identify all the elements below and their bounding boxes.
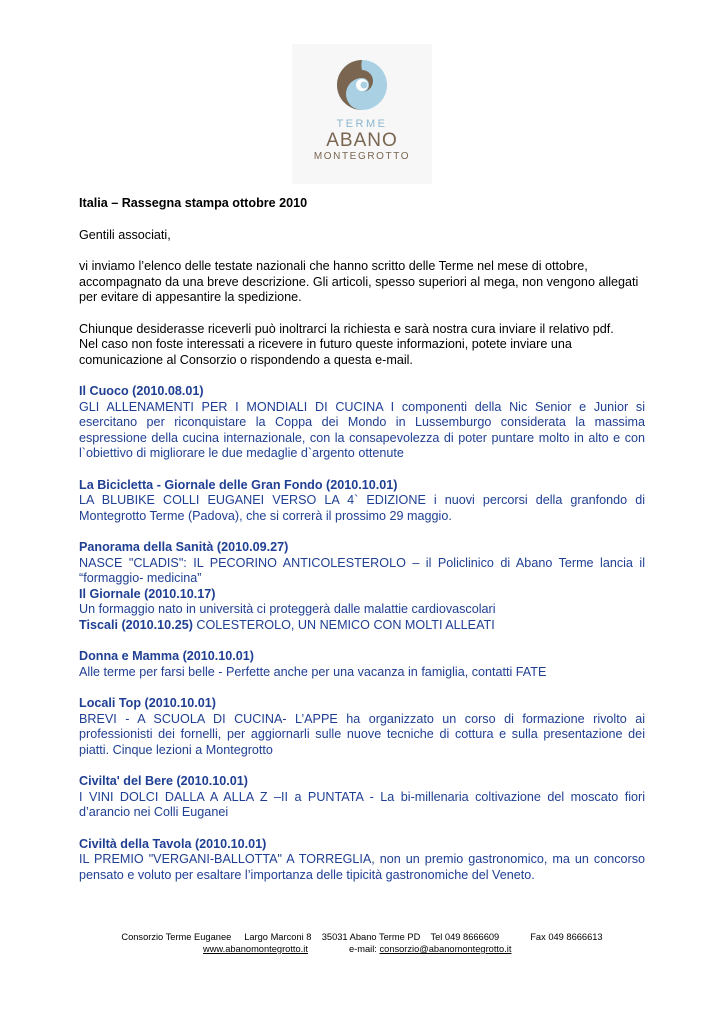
article-block-7 [79, 837, 645, 884]
spiral-logo-icon [335, 56, 389, 114]
article-source: Il Cuoco (2010.08.01) [79, 384, 204, 398]
footer-contact-row [79, 931, 645, 943]
article-source: Il Giornale (2010.10.17) [79, 586, 216, 601]
article-text: Un formaggio nato in università ci proteggerà dalle malattie cardiovascolari [79, 602, 496, 616]
article-block-5 [79, 696, 645, 758]
document-body [79, 196, 645, 883]
logo [292, 44, 432, 184]
footer-address: Largo Marconi 8 [244, 932, 312, 942]
greeting: Gentili associati, [79, 227, 171, 242]
footer-tel: Tel 049 8666609 [430, 932, 500, 942]
article-text: LA BLUBIKE COLLI EUGANEI VERSO LA 4` EDIZIONE i nuovi percorsi della granfondo di Montegrotto Terme (Padova), che si correrà il prossimo 29 maggio. [79, 493, 645, 523]
footer-email-block [349, 943, 511, 955]
article-source: Civilta' del Bere (2010.10.01) [79, 774, 248, 788]
article-text: I VINI DOLCI DALLA A ALLA Z –II a PUNTATA - La bi-millenaria coltivazione del moscato fiori d’arancio nei Colli Euganei [79, 789, 645, 819]
article-block-3 [79, 540, 645, 633]
footer-links-row [79, 943, 645, 955]
document-title: Italia – Rassegna stampa ottobre 2010 [79, 196, 308, 210]
footer-city: 35031 Abano Terme PD [321, 932, 421, 942]
intro-paragraph: vi inviamo l’elenco delle testate nazionali che hanno scritto delle Terme nel mese di ottobre, accompagnato da una breve descrizione. Gli articoli, spesso superiori al mega, non vengono allegati per evitare di appesantire la spedizione. [79, 259, 639, 304]
article-text: COLESTEROLO, UN NEMICO CON MOLTI ALLEATI [192, 617, 495, 632]
article-text: NASCE "CLADIS": IL PECORINO ANTICOLESTEROLO – il Policlinico di Abano Terme lancia il “formaggio- medicina” [79, 555, 645, 585]
article-text: BREVI - A SCUOLA DI CUCINA- L’APPE ha organizzato un corso di formazione rivolto ai professionisti dei fornelli, per aggiornarli sulle nuove tecniche di cottura e sulla presentazione dei piatti. Cinque lezioni a Montegrotto [79, 711, 645, 757]
logo-line-3: MONTEGROTTO [313, 151, 411, 162]
email-label: e-mail: [349, 944, 377, 954]
logo-line-1: TERME [336, 118, 388, 130]
article-source: Donna e Mamma (2010.10.01) [79, 649, 254, 663]
article-source: Civiltà della Tavola (2010.10.01) [79, 836, 267, 851]
unsubscribe-paragraph: Nel caso non foste interessati a ricevere in futuro queste informazioni, potete inviare una comunicazione al Consorzio o rispondendo a questa e-mail. [79, 337, 572, 367]
article-block-6 [79, 774, 645, 821]
footer-fax: Fax 049 8666613 [530, 932, 603, 942]
website-link[interactable]: www.abanomontegrotto.it [203, 944, 308, 954]
article-source: Tiscali (2010.10.25) [79, 617, 193, 632]
article-text: GLI ALLENAMENTI PER I MONDIALI DI CUCINA I componenti della Nic Senior e Junior si esercitano per riconquistare la Coppa dei Mondo in Lussemburgo considerata la massima espressione della cucina internazionale, con la consapevolezza di poter puntare molto in alto e con l`obiettivo di migliorare le due medaglie d`argento ottenute [79, 399, 645, 460]
article-source: Locali Top (2010.10.01) [79, 696, 216, 710]
article-block-4 [79, 649, 645, 680]
article-source: La Bicicletta - Giornale delle Gran Fondo (2010.10.01) [79, 477, 398, 492]
article-line [79, 618, 645, 634]
article-block-1 [79, 384, 645, 462]
article-text: IL PREMIO "VERGANI-BALLOTTA" A TORREGLIA, non un premio gastronomico, ma un concorso pensato e voluto per esaltare l’importanza delle tipicità gastronomiche del Veneto. [79, 852, 645, 882]
footer-org: Consorzio Terme Euganee [121, 932, 232, 942]
article-block-2 [79, 478, 645, 525]
request-paragraph: Chiunque desiderasse riceverli può inoltrarci la richiesta e sarà nostra cura inviare il relativo pdf. [79, 321, 614, 336]
page-footer [79, 931, 645, 955]
logo-line-2: ABANO [326, 130, 398, 151]
article-source: Panorama della Sanità (2010.09.27) [79, 540, 289, 554]
email-link[interactable]: consorzio@abanomontegrotto.it [379, 944, 512, 954]
article-text: Alle terme per farsi belle - Perfette anche per una vacanza in famiglia, contatti FATE [79, 664, 547, 679]
